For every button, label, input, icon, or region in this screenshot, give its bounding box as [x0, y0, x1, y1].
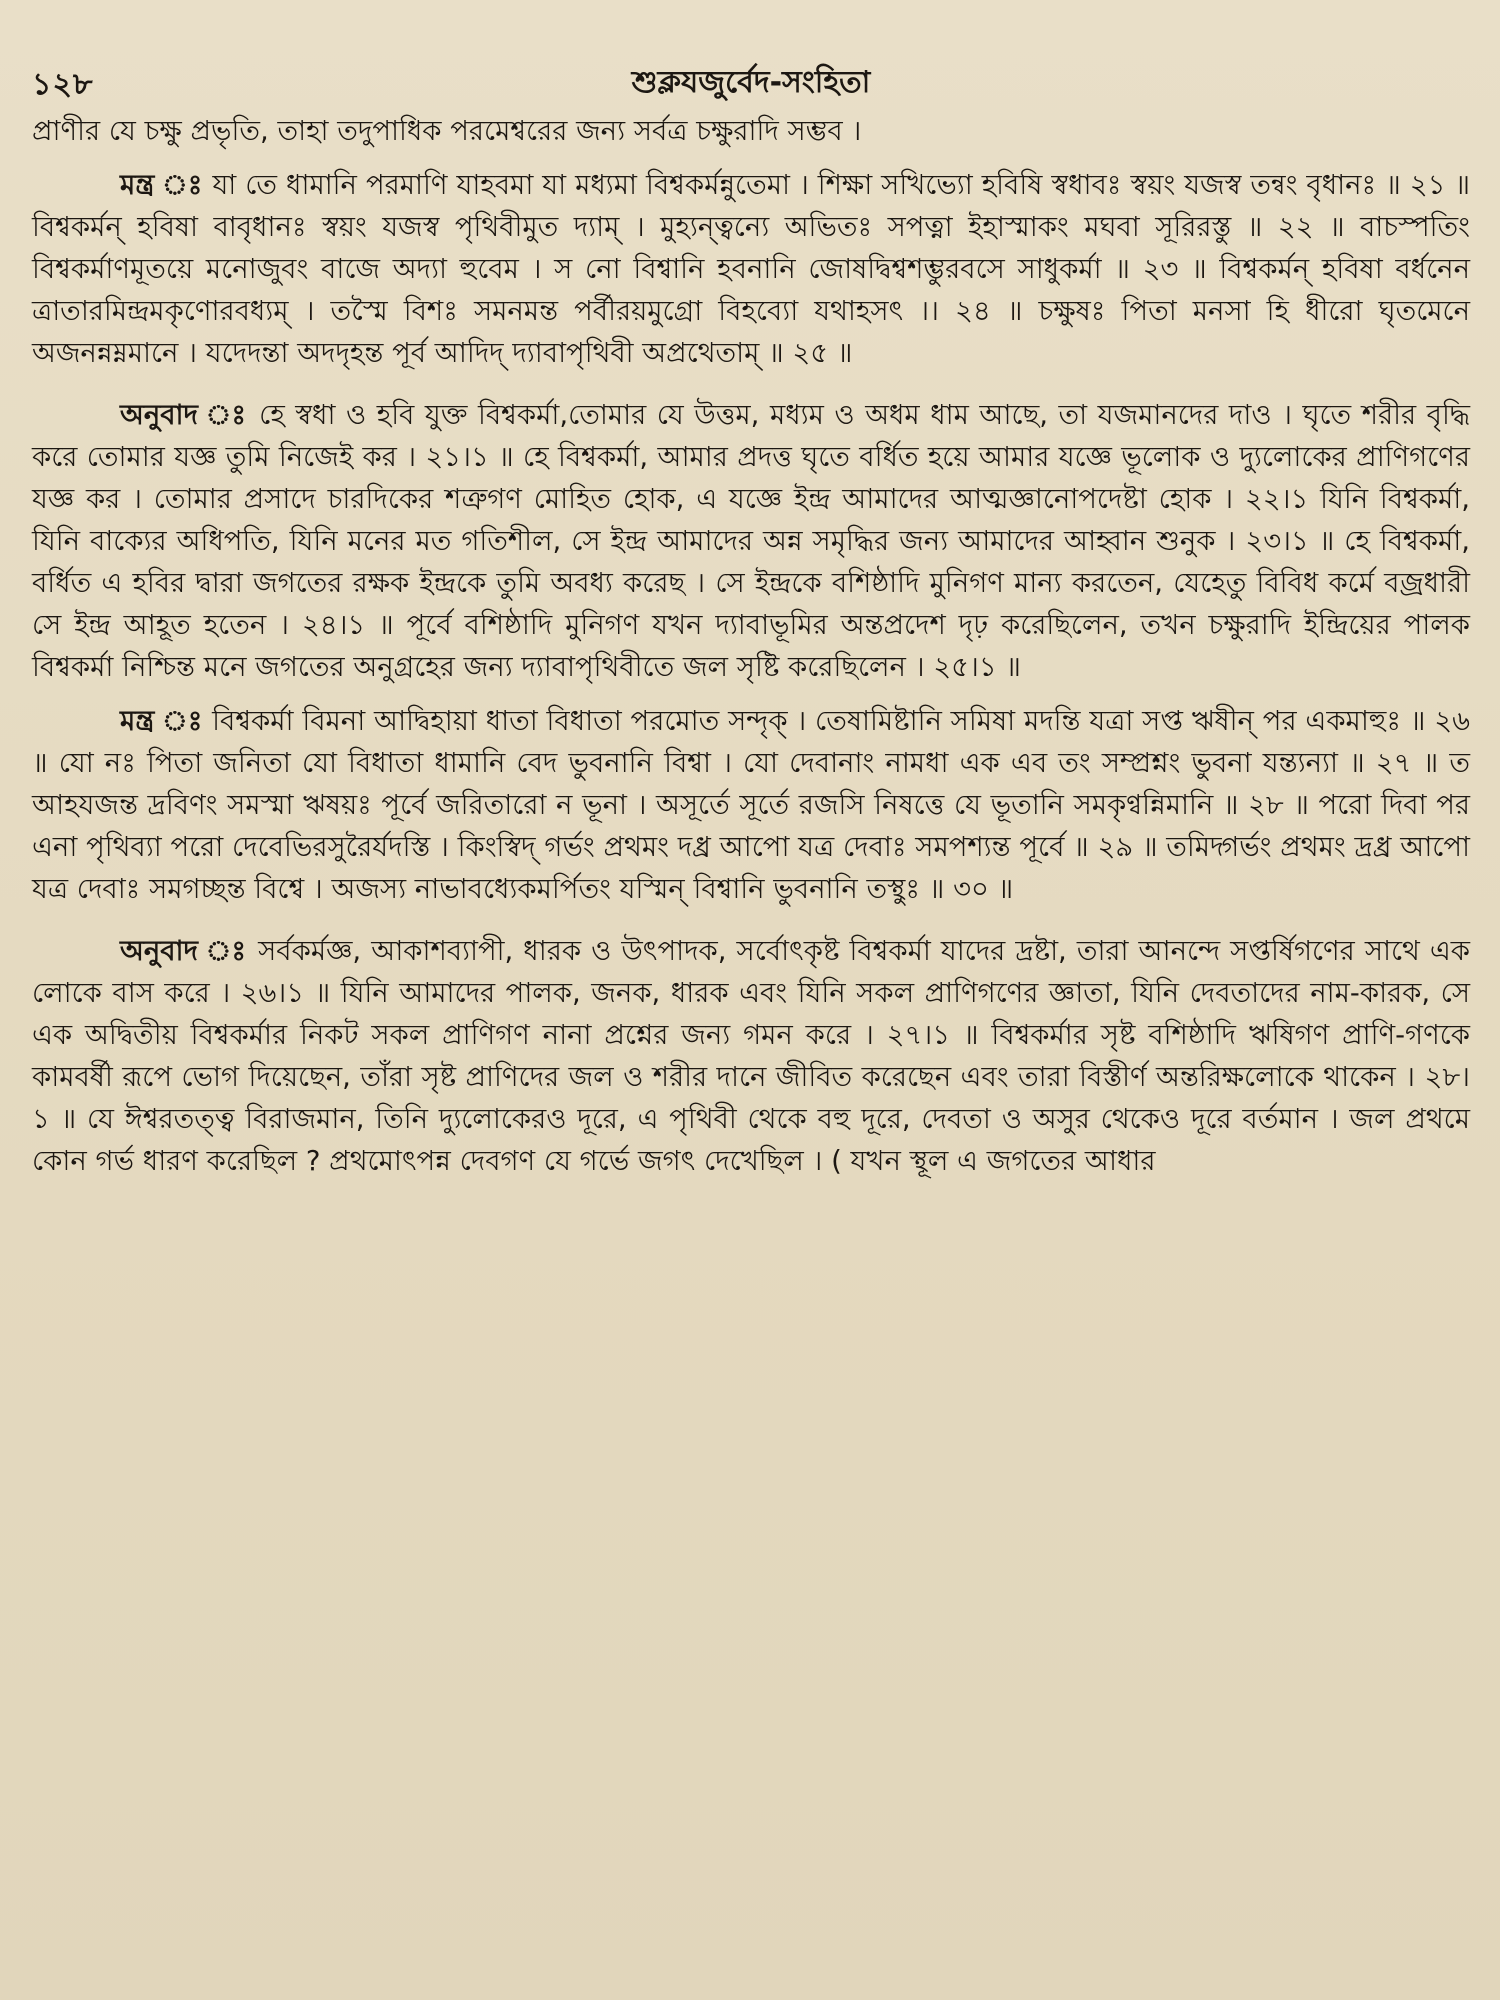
- running-title: শুক্লযজুর্বেদ-সংহিতা: [631, 65, 871, 100]
- translation-label: অনুবাদ ঃ: [120, 935, 259, 967]
- mantra-paragraph: [32, 700, 1470, 910]
- mantra-label: মন্ত্র ঃ: [120, 705, 213, 737]
- continuation-paragraph: [32, 110, 1470, 152]
- mantra-text: যা তে ধামানি পরমাণি যাহবমা যা মধ্যমা বিশ্বকর্মন্নুতেমা । শিক্ষা সখিভ্যো হবিষি স্বধাবঃ স্বয়ং যজস্ব তন্বং বৃধানঃ ॥ ২১ ॥ বিশ্বকর্মন্ হবিষা বাবৃধানঃ স্বয়ং যজস্ব পৃথিবীমুত দ্যাম্ । মুহ্যন্ত্বন্যে অভিতঃ সপত্না ইহাস্মাকং মঘবা সূরিরস্তু ॥ ২২ ॥ বাচস্পতিং বিশ্বকর্মাণমূতয়ে মনোজুবং বাজে অদ্যা হুবেম । স নো বিশ্বানি হবনানি জোষদ্বিশ্বশম্ভুরবসে সাধুকর্মা ॥ ২৩ ॥ বিশ্বকর্মন্ হবিষা বর্ধনেন ত্রাতারমিন্দ্রমকৃণোরবধ্যম্ । তস্মৈ বিশঃ সমনমন্ত পর্বীরয়মুগ্রো বিহব্যো যথাহসৎ ।। ২৪ ॥ চক্ষুষঃ পিতা মনসা হি ধীরো ঘৃতমেনে অজনন্নম্নমানে । যদেদন্তা অদদৃহন্ত পূর্ব আদিদ্ দ্যাবাপৃথিবী অপ্রথেতাম্ ॥ ২৫ ॥: [32, 169, 1471, 369]
- translation-text: হে স্বধা ও হবি যুক্ত বিশ্বকর্মা,তোমার যে উত্তম, মধ্যম ও অধম ধাম আছে, তা যজমানদের দাও । ঘৃতে শরীর বৃদ্ধি করে তোমার যজ্ঞ তুমি নিজেই কর । ২১।১ ॥ হে বিশ্বকর্মা, আমার প্রদত্ত ঘৃতে বর্ধিত হয়ে আমার যজ্ঞে ভূলোক ও দ্যুলোকের প্রাণিগণের যজ্ঞ কর । তোমার প্রসাদে চারদিকের শত্রুগণ মোহিত হোক, এ যজ্ঞে ইন্দ্র আমাদের আত্মজ্ঞানোপদেষ্টা হোক । ২২।১ যিনি বিশ্বকর্মা, যিনি বাক্যের অধিপতি, যিনি মনের মত গতিশীল, সে ইন্দ্র আমাদের অন্ন সমৃদ্ধির জন্য আমাদের আহ্বান শুনুক । ২৩।১ ॥ হে বিশ্বকর্মা, বর্ধিত এ হবির দ্বারা জগতের রক্ষক ইন্দ্রকে তুমি অবধ্য করেছ । সে ইন্দ্রকে বশিষ্ঠাদি মুনিগণ মান্য করতেন, যেহেতু বিবিধ কর্মে বজ্রধারী সে ইন্দ্র আহূত হতেন । ২৪।১ ॥ পূর্বে বশিষ্ঠাদি মুনিগণ যখন দ্যাবাভূমির অন্তপ্রদেশ দৃঢ় করেছিলেন, তখন চক্ষুরাদি ইন্দ্রিয়ের পালক বিশ্বকর্মা নিশ্চিন্ত মনে জগতের অনুগ্রহের জন্য দ্যাবাপৃথিবীতে জল সৃষ্টি করেছিলেন । ২৫।১ ॥: [32, 399, 1470, 683]
- mantra-text: বিশ্বকর্মা বিমনা আদ্বিহায়া ধাতা বিধাতা পরমোত সন্দৃক্ । তেষামিষ্টানি সমিষা মদন্তি যত্রা সপ্ত ঋষীন্ পর একমাহুঃ ॥ ২৬ ॥ যো নঃ পিতা জনিতা যো বিধাতা ধামানি বেদ ভুবনানি বিশ্বা । যো দেবানাং নামধা এক এব তং সম্প্রশ্নং ভুবনা যন্ত্যন্যা ॥ ২৭ ॥ ত আহযজন্ত দ্রবিণং সমস্মা ঋষয়ঃ পূর্বে জরিতারো ন ভূনা । অসূর্তে সূর্তে রজসি নিষত্তে যে ভূতানি সমকৃণ্বন্নিমানি ॥ ২৮ ॥ পরো দিবা পর এনা পৃথিব্যা পরো দেবেভিরসুরৈর্যদস্তি । কিংস্বিদ্ গর্ভং প্রথমং দধ্র আপো যত্র দেবাঃ সমপশ্যন্ত পূর্বে ॥ ২৯ ॥ তমিদ্গর্ভং প্রথমং দ্রধ্র আপো যত্র দেবাঃ সমগচ্ছন্ত বিশ্বে । অজস্য নাভাবধ্যেকমর্পিতং যস্মিন্ বিশ্বানি ভুবনানি তস্থুঃ ॥ ৩০ ॥: [32, 705, 1471, 905]
- mantra-paragraph: [32, 164, 1470, 374]
- translation-label: অনুবাদ ঃ: [120, 399, 260, 431]
- page-body: [32, 110, 1470, 1182]
- translation-paragraph: [32, 394, 1470, 688]
- translation-paragraph: [32, 930, 1470, 1182]
- page-header: [32, 50, 1470, 110]
- paragraph-text: প্রাণীর যে চক্ষু প্রভৃতি, তাহা তদুপাধিক পরমেশ্বরের জন্য সর্বত্র চক্ষুরাদি সম্ভব ।: [32, 115, 862, 147]
- page-number: ১২৮: [32, 67, 94, 102]
- mantra-label: মন্ত্র ঃ: [120, 169, 213, 201]
- translation-text: সর্বকর্মজ্ঞ, আকাশব্যাপী, ধারক ও উৎপাদক, সর্বোৎকৃষ্ট বিশ্বকর্মা যাদের দ্রষ্টা, তারা আনন্দে সপ্তর্ষিগণের সাথে এক লোকে বাস করে । ২৬।১ ॥ যিনি আমাদের পালক, জনক, ধারক এবং যিনি সকল প্রাণিগণের জ্ঞাতা, যিনি দেবতাদের নাম-কারক, সে এক অদ্বিতীয় বিশ্বকর্মার নিকট সকল প্রাণিগণ নানা প্রশ্নের জন্য গমন করে । ২৭।১ ॥ বিশ্বকর্মার সৃষ্ট বশিষ্ঠাদি ঋষিগণ প্রাণি-গণকে কামবর্ষী রূপে ভোগ দিয়েছেন, তাঁরা সৃষ্ট প্রাণিদের জল ও শরীর দানে জীবিত করেছেন এবং তারা বিস্তীর্ণ অন্তরিক্ষলোকে থাকেন । ২৮।১ ॥ যে ঈশ্বরতত্ত্ব বিরাজমান, তিনি দ্যুলোকেরও দূরে, এ পৃথিবী থেকে বহু দূরে, দেবতা ও অসুর থেকেও দূরে বর্তমান । জল প্রথমে কোন গর্ভ ধারণ করেছিল ? প্রথমোৎপন্ন দেবগণ যে গর্ভে জগৎ দেখেছিল । ( যখন স্থূল এ জগতের আধার: [32, 935, 1471, 1177]
